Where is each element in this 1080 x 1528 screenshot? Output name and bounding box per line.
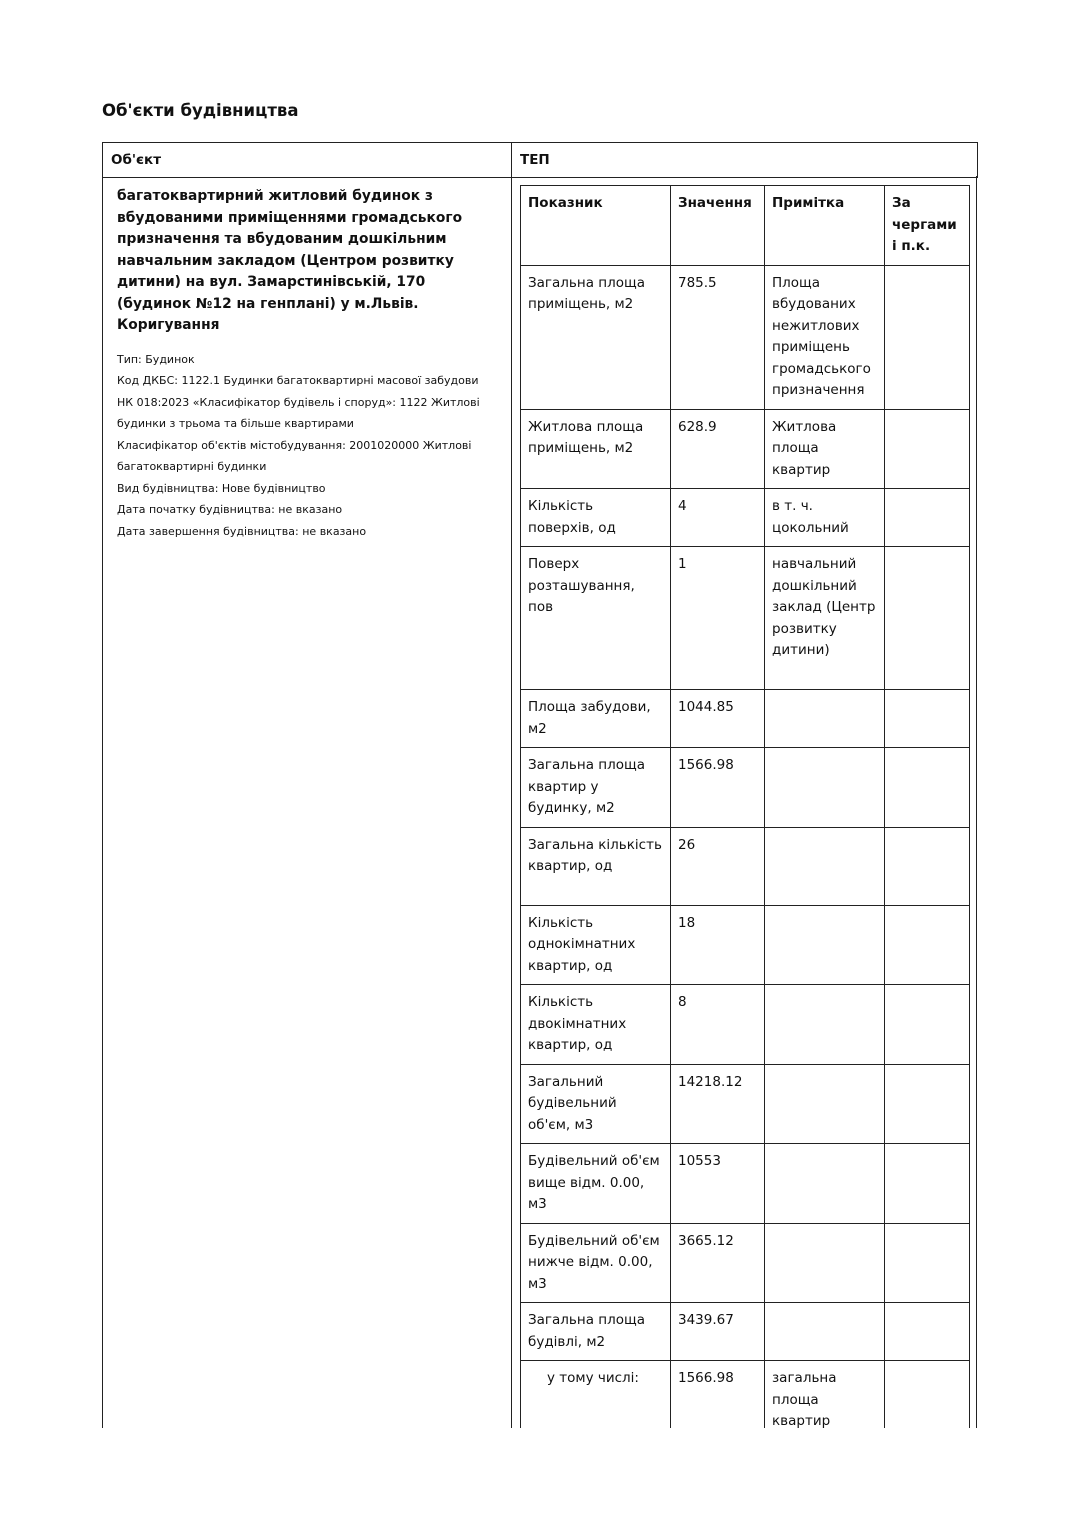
tep-value: 10553 [671,1144,765,1224]
tep-value: 1566.98 [671,748,765,828]
tep-indicator: Загальна площа квартир у будинку, м2 [521,748,671,828]
tep-stages [885,265,970,409]
tep-header-stages: За чергами і п.к. [885,186,970,266]
tep-value: 1 [671,547,765,690]
tep-note: в т. ч. цокольний [765,489,885,547]
object-dkbs-code: Код ДКБС: 1122.1 Будинки багатоквартирні масової забудови [117,374,479,387]
tep-indicator: Загальний будівельний об'єм, м3 [521,1064,671,1144]
tep-row [521,547,970,690]
object-cell [117,186,502,542]
tep-stages [885,1223,970,1303]
tep-stages [885,985,970,1065]
tep-note: Житлова площа квартир [765,409,885,489]
tep-stages [885,489,970,547]
tep-header-note: Примітка [765,186,885,266]
tep-header-row [521,186,970,266]
tep-stages [885,547,970,690]
tep-row [521,1361,970,1429]
tep-stages [885,1064,970,1144]
tep-value: 628.9 [671,409,765,489]
tep-note [765,1223,885,1303]
tep-note [765,1064,885,1144]
tep-value: 1566.98 [671,1361,765,1429]
object-urban-classifier: Класифікатор об'єктів містобудування: 2001020000 Житлові багатоквартирні будинки [117,438,472,473]
tep-note [765,985,885,1065]
tep-indicator: Кількість двокімнатних квартир, од [521,985,671,1065]
tep-indicator: Загальна площа будівлі, м2 [521,1303,671,1361]
tep-row [521,1064,970,1144]
tep-row [521,1223,970,1303]
object-nk-code: НК 018:2023 «Класифікатор будівель і споруд»: 1122 Житлові будинки з трьома та більше квартирами [117,395,480,430]
tep-table [520,185,970,1428]
tep-indicator: Поверх розташування, пов [521,547,671,690]
object-type: Тип: Будинок [117,352,195,366]
tep-stages [885,409,970,489]
tep-stages [885,1144,970,1224]
tep-row [521,827,970,905]
tep-value: 14218.12 [671,1064,765,1144]
tep-indicator: Житлова площа приміщень, м2 [521,409,671,489]
tep-header-value: Значення [671,186,765,266]
tep-note [765,827,885,905]
object-meta [117,349,502,543]
tep-row [521,690,970,748]
table-border-left [102,176,103,1428]
tep-indicator: Загальна площа приміщень, м2 [521,265,671,409]
tep-indicator: у тому числі: [521,1361,671,1429]
tep-value: 785.5 [671,265,765,409]
tep-row [521,409,970,489]
tep-indicator: Кількість однокімнатних квартир, од [521,905,671,985]
tep-indicator: Площа забудови, м2 [521,690,671,748]
tep-indicator: Будівельний об'єм вище відм. 0.00, м3 [521,1144,671,1224]
tep-indicator: Кількість поверхів, од [521,489,671,547]
tep-stages [885,1361,970,1429]
tep-value: 1044.85 [671,690,765,748]
tep-value: 3439.67 [671,1303,765,1361]
tep-row [521,1144,970,1224]
column-header-object: Об'єкт [103,143,512,177]
tep-stages [885,1303,970,1361]
objects-table [102,142,978,1428]
tep-value: 3665.12 [671,1223,765,1303]
tep-stages [885,748,970,828]
tep-row [521,985,970,1065]
tep-stages [885,905,970,985]
tep-value: 18 [671,905,765,985]
tep-note [765,690,885,748]
tep-note: загальна площа квартир [765,1361,885,1429]
tep-stages [885,827,970,905]
objects-table-header [102,142,978,178]
tep-stages [885,690,970,748]
tep-row [521,265,970,409]
table-border-right [976,176,977,1428]
tep-indicator: Загальна кількість квартир, од [521,827,671,905]
tep-note [765,1144,885,1224]
tep-header-indicator: Показник [521,186,671,266]
page-title: Об'єкти будівництва [102,101,299,120]
tep-row [521,489,970,547]
tep-note [765,748,885,828]
tep-note [765,905,885,985]
tep-row [521,905,970,985]
tep-indicator: Будівельний об'єм нижче відм. 0.00, м3 [521,1223,671,1303]
tep-note: Площа вбудованих нежитлових приміщень громадського призначення [765,265,885,409]
column-header-tep: ТЕП [520,152,550,168]
tep-value: 8 [671,985,765,1065]
tep-note: навчальний дошкільний заклад (Центр розвитку дитини) [765,547,885,690]
tep-value: 26 [671,827,765,905]
tep-row [521,1303,970,1361]
object-start-date: Дата початку будівництва: не вказано [117,503,343,516]
column-divider [511,176,512,1428]
tep-row [521,748,970,828]
tep-value: 4 [671,489,765,547]
tep-note [765,1303,885,1361]
object-end-date: Дата завершення будівництва: не вказано [117,524,367,538]
object-construction-type: Вид будівництва: Нове будівництво [117,481,326,495]
object-title: багатоквартирний житловий будинок з вбудованими приміщеннями громадського призначення та вбудованим дошкільним навчальним закладом (Центром розвитку дитини) на вул. Замарстинівській, 170 (будинок №12 на генплані) у м.Львів. Коригування [117,188,463,333]
